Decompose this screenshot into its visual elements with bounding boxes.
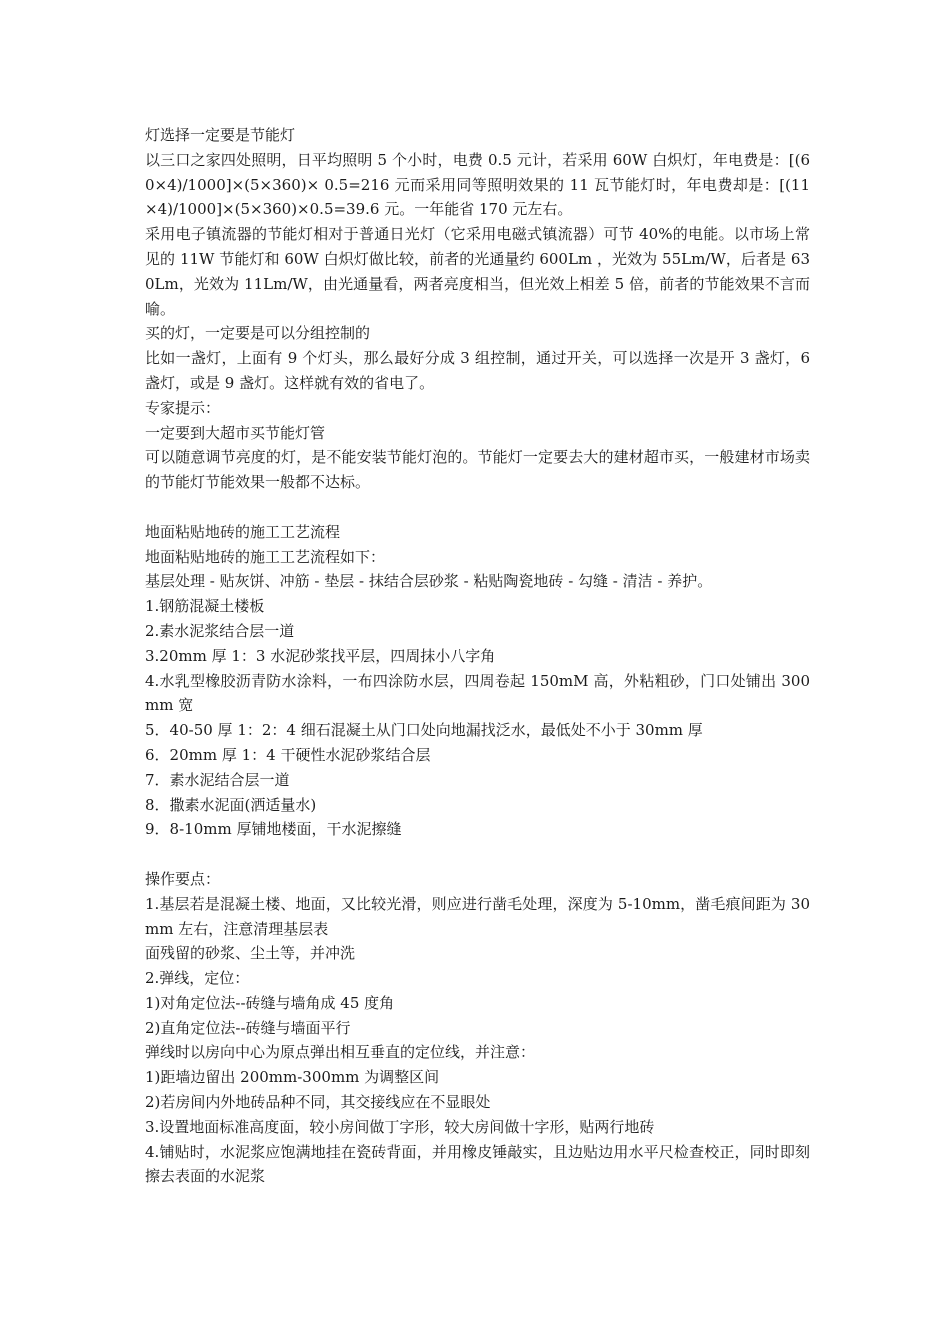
positioning-method-1: 1)对角定位法--砖缝与墙角成 45 度角 bbox=[145, 993, 395, 1012]
list-item: 7．素水泥结合层一道 bbox=[145, 770, 290, 789]
list-item: 2.素水泥浆结合层一道 bbox=[145, 621, 295, 640]
list-item: 9．8-10mm 厚铺地楼面，干水泥擦缝 bbox=[145, 820, 402, 839]
operation-step-1: 1.基层若是混凝土楼、地面，又比较光滑，则应进行凿毛处理，深度为 5-10mm，凿毛痕间距为 30mm 左右，注意清理基层表 bbox=[145, 894, 810, 938]
blank-line bbox=[145, 842, 810, 867]
electricity-cost-paragraph: 以三口之家四处照明，日平均照明 5 个小时，电费 0.5 元计，若采用 60W 白炽灯，年电费是：[(60×4)/1000]×(5×360)× 0.5=216 元而采用同等照明效果的 11 瓦节能灯时，年电费却是：[(11×4)/1000]×(5×360)×0.5=39.6 元。一年能省 170 元左右。 bbox=[145, 150, 810, 219]
list-item: 5．40-50 厚 1：2：4 细石混凝土从门口处向地漏找泛水，最低处不小于 30mm 厚 bbox=[145, 721, 703, 740]
section-operation-title: 操作要点： bbox=[145, 869, 221, 888]
expert-tip-paragraph: 可以随意调节亮度的灯，是不能安装节能灯泡的。节能灯一定要去大的建材超市买，一般建材市场卖的节能灯节能效果一般都不达标。 bbox=[145, 448, 810, 492]
group-control-subtitle: 买的灯，一定要是可以分组控制的 bbox=[145, 324, 371, 343]
operation-step-1-continued: 面残留的砂浆、尘土等，并冲洗 bbox=[145, 944, 356, 963]
list-item: 3.20mm 厚 1：3 水泥砂浆找平层，四周抹小八字角 bbox=[145, 646, 496, 665]
operation-step-2: 2.弹线，定位： bbox=[145, 969, 250, 988]
positioning-note-2: 2)若房间内外地砖品种不同，其交接线应在不显眼处 bbox=[145, 1093, 491, 1112]
ballast-comparison-paragraph: 采用电子镇流器的节能灯相对于普通日光灯（它采用电磁式镇流器）可节 40%的电能。以市场上常见的 11W 节能灯和 60W 白炽灯做比较，前者的光通量约 600Lm ，光效为 55Lm/W，后者是 630Lm，光效为 11Lm/W，由光通量看，两者亮度相当，但光效上相差 5 倍，前者的节能效果不言而喻。 bbox=[145, 225, 810, 318]
expert-tip-title: 一定要到大超市买节能灯管 bbox=[145, 423, 326, 442]
expert-tip-label: 专家提示： bbox=[145, 398, 221, 417]
blank-line bbox=[145, 495, 810, 520]
list-item: 4.水乳型橡胶沥青防水涂料，一布四涂防水层，四周卷起 150mM 高，外粘粗砂，门口处铺出 300mm 宽 bbox=[145, 671, 810, 715]
section-energy-lamp-title: 灯选择一定要是节能灯 bbox=[145, 126, 296, 144]
positioning-method-2: 2)直角定位法--砖缝与墙面平行 bbox=[145, 1018, 351, 1037]
section-floor-tile-title: 地面粘贴地砖的施工工艺流程 bbox=[145, 522, 341, 541]
list-item: 1.钢筋混凝土楼板 bbox=[145, 597, 265, 616]
list-item: 6．20mm 厚 1：4 干硬性水泥砂浆结合层 bbox=[145, 745, 431, 764]
operation-step-3: 3.设置地面标准高度面，较小房间做丁字形，较大房间做十字形，贴两行地砖 bbox=[145, 1117, 655, 1136]
positioning-note: 弹线时以房向中心为原点弹出相互垂直的定位线，并注意： bbox=[145, 1043, 536, 1062]
floor-tile-intro: 地面粘贴地砖的施工工艺流程如下： bbox=[145, 547, 386, 566]
operation-step-4: 4.铺贴时，水泥浆应饱满地挂在瓷砖背面，并用橡皮锤敲实，且边贴边用水平尺检查校正，同时即刻擦去表面的水泥浆 bbox=[145, 1142, 810, 1186]
list-item: 8．撒素水泥面(洒适量水) bbox=[145, 795, 317, 814]
group-control-paragraph: 比如一盏灯，上面有 9 个灯头，那么最好分成 3 组控制，通过开关，可以选择一次是开 3 盏灯，6 盏灯，或是 9 盏灯。这样就有效的省电了。 bbox=[145, 349, 810, 392]
floor-tile-flow: 基层处理 - 贴灰饼、冲筋 - 垫层 - 抹结合层砂浆 - 粘贴陶瓷地砖 - 勾缝 - 清洁 - 养护。 bbox=[145, 572, 713, 591]
document-page bbox=[145, 123, 810, 1189]
positioning-note-1: 1)距墙边留出 200mm-300mm 为调整区间 bbox=[145, 1068, 440, 1087]
